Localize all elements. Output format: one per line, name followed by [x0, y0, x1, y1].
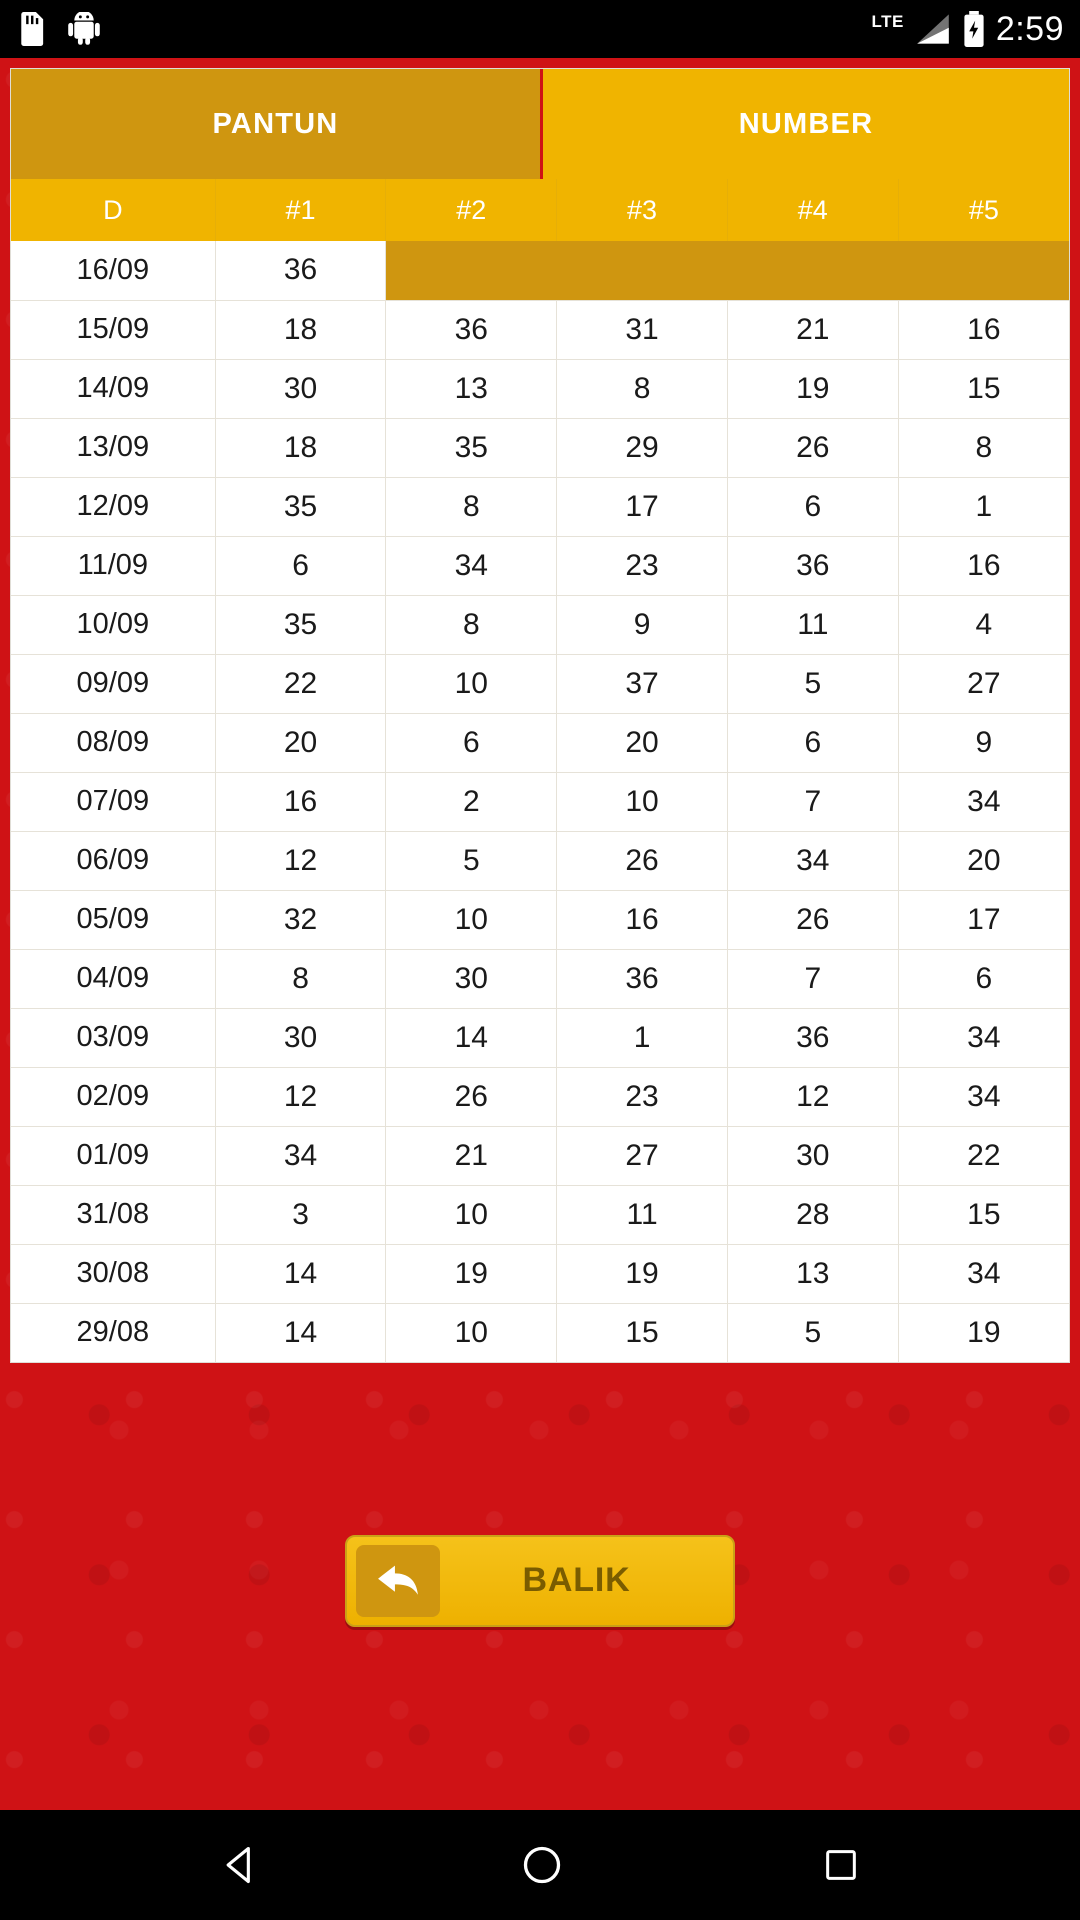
table-row	[11, 949, 1069, 1008]
cell-value: 6	[215, 536, 386, 595]
column-header-date: D	[11, 179, 215, 241]
cell-value: 4	[898, 595, 1069, 654]
cell-date: 03/09	[11, 1008, 215, 1067]
cell-date: 29/08	[11, 1303, 215, 1362]
table-row	[11, 595, 1069, 654]
cell-value: 8	[215, 949, 386, 1008]
cell-value: 10	[557, 772, 728, 831]
cell-value: 34	[727, 831, 898, 890]
table-row	[11, 418, 1069, 477]
cell-value: 36	[557, 949, 728, 1008]
cell-value: 36	[386, 300, 557, 359]
cell-value: 12	[727, 1067, 898, 1126]
cell-value: 14	[215, 1244, 386, 1303]
cell-value: 13	[727, 1244, 898, 1303]
cell-value: 10	[386, 1185, 557, 1244]
status-bar	[0, 0, 1080, 58]
system-navigation-bar	[0, 1810, 1080, 1920]
cell-value: 8	[386, 477, 557, 536]
cell-value: 28	[727, 1185, 898, 1244]
cell-value: 20	[898, 831, 1069, 890]
cell-value: 21	[727, 300, 898, 359]
cell-value: 16	[557, 890, 728, 949]
tab-pantun[interactable]: PANTUN	[11, 69, 540, 179]
cell-value: 27	[557, 1126, 728, 1185]
content-card	[10, 68, 1070, 1363]
cell-value: 19	[386, 1244, 557, 1303]
cell-value: 26	[727, 890, 898, 949]
cell-value: 6	[386, 713, 557, 772]
cell-value: 3	[215, 1185, 386, 1244]
cell-date: 14/09	[11, 359, 215, 418]
column-header-5: #5	[898, 179, 1069, 241]
cell-value: 34	[898, 1008, 1069, 1067]
cell-value: 27	[898, 654, 1069, 713]
results-table	[11, 179, 1069, 1362]
table-row	[11, 890, 1069, 949]
cell-value: 34	[386, 536, 557, 595]
cell-date: 30/08	[11, 1244, 215, 1303]
tab-number[interactable]: NUMBER	[540, 69, 1069, 179]
cell-value: 36	[727, 536, 898, 595]
cell-value: 23	[557, 1067, 728, 1126]
back-button[interactable]	[345, 1535, 735, 1627]
app-content	[0, 58, 1080, 1810]
cell-value: 8	[557, 359, 728, 418]
cell-value: 18	[215, 300, 386, 359]
cell-value: 8	[386, 595, 557, 654]
cell-value: 34	[898, 1244, 1069, 1303]
table-row	[11, 1185, 1069, 1244]
cell-date: 05/09	[11, 890, 215, 949]
cell-value: 23	[557, 536, 728, 595]
table-row	[11, 359, 1069, 418]
back-triangle-icon[interactable]	[219, 1843, 263, 1887]
cell-date: 06/09	[11, 831, 215, 890]
cell-value: 34	[215, 1126, 386, 1185]
cell-date: 08/09	[11, 713, 215, 772]
column-header-1: #1	[215, 179, 386, 241]
clock-label: 2:59	[995, 9, 1064, 48]
column-header-3: #3	[557, 179, 728, 241]
cell-value: 14	[215, 1303, 386, 1362]
table-row	[11, 241, 1069, 300]
table-header	[11, 179, 1069, 241]
cell-date: 04/09	[11, 949, 215, 1008]
cell-value: 35	[215, 477, 386, 536]
cell-date: 16/09	[11, 241, 215, 300]
table-row	[11, 1067, 1069, 1126]
recents-square-icon[interactable]	[821, 1845, 861, 1885]
table-body	[11, 241, 1069, 1362]
battery-charging-icon	[962, 11, 986, 47]
column-header-4: #4	[727, 179, 898, 241]
cell-value: 15	[898, 359, 1069, 418]
cell-value: 9	[557, 595, 728, 654]
cell-value: 6	[727, 477, 898, 536]
cell-value: 20	[557, 713, 728, 772]
cell-value: 35	[215, 595, 386, 654]
cell-value: 29	[557, 418, 728, 477]
cell-value: 8	[898, 418, 1069, 477]
footer-button-area	[10, 1363, 1070, 1810]
table-header-row	[11, 179, 1069, 241]
cell-value: 32	[215, 890, 386, 949]
android-robot-icon	[68, 12, 100, 46]
column-header-2: #2	[386, 179, 557, 241]
cell-value: 37	[557, 654, 728, 713]
table-row	[11, 1126, 1069, 1185]
cell-value: 12	[215, 831, 386, 890]
cell-value: 19	[898, 1303, 1069, 1362]
cell-value: 36	[727, 1008, 898, 1067]
cell-value: 31	[557, 300, 728, 359]
cell-value: 5	[727, 654, 898, 713]
cell-value: 30	[215, 1008, 386, 1067]
table-row	[11, 1303, 1069, 1362]
cell-value: 10	[386, 1303, 557, 1362]
cell-value: 2	[386, 772, 557, 831]
network-type-label: LTE	[871, 12, 904, 31]
cell-value: 14	[386, 1008, 557, 1067]
cell-date: 11/09	[11, 536, 215, 595]
status-bar-left-icons	[16, 12, 100, 46]
cell-value: 11	[557, 1185, 728, 1244]
cell-date: 09/09	[11, 654, 215, 713]
cell-value: 6	[727, 713, 898, 772]
cell-value: 34	[898, 1067, 1069, 1126]
sd-card-icon	[16, 12, 46, 46]
cell-date: 15/09	[11, 300, 215, 359]
cell-value: 1	[898, 477, 1069, 536]
cell-empty	[386, 241, 1069, 300]
cell-value: 19	[557, 1244, 728, 1303]
cell-value: 30	[215, 359, 386, 418]
cell-date: 12/09	[11, 477, 215, 536]
cell-date: 07/09	[11, 772, 215, 831]
cell-value: 22	[215, 654, 386, 713]
status-bar-right-icons	[871, 10, 1064, 49]
cell-value: 22	[898, 1126, 1069, 1185]
cell-value: 10	[386, 654, 557, 713]
cell-value: 13	[386, 359, 557, 418]
cell-date: 10/09	[11, 595, 215, 654]
back-arrow-icon	[356, 1545, 440, 1617]
cell-value: 17	[557, 477, 728, 536]
cell-value: 16	[215, 772, 386, 831]
cell-date: 01/09	[11, 1126, 215, 1185]
cell-value: 26	[557, 831, 728, 890]
cell-value: 30	[727, 1126, 898, 1185]
cell-value: 35	[386, 418, 557, 477]
cell-value: 20	[215, 713, 386, 772]
cell-value: 5	[727, 1303, 898, 1362]
cell-value: 26	[727, 418, 898, 477]
cell-value: 19	[727, 359, 898, 418]
table-row	[11, 1008, 1069, 1067]
cell-value: 18	[215, 418, 386, 477]
table-row	[11, 772, 1069, 831]
table-row	[11, 536, 1069, 595]
cell-value: 16	[898, 536, 1069, 595]
cell-value: 9	[898, 713, 1069, 772]
table-row	[11, 831, 1069, 890]
table-row	[11, 713, 1069, 772]
cell-value: 15	[557, 1303, 728, 1362]
cell-value: 7	[727, 949, 898, 1008]
cell-value: 1	[557, 1008, 728, 1067]
cell-value: 16	[898, 300, 1069, 359]
cell-value: 6	[898, 949, 1069, 1008]
cell-value: 7	[727, 772, 898, 831]
back-button-label: BALIK	[522, 1561, 631, 1599]
cell-value: 36	[215, 241, 386, 300]
cell-value: 26	[386, 1067, 557, 1126]
cell-value: 30	[386, 949, 557, 1008]
tab-bar	[11, 69, 1069, 179]
table-row	[11, 300, 1069, 359]
cell-value: 10	[386, 890, 557, 949]
cell-date: 02/09	[11, 1067, 215, 1126]
cell-value: 34	[898, 772, 1069, 831]
cell-value: 15	[898, 1185, 1069, 1244]
cell-value: 5	[386, 831, 557, 890]
cell-date: 31/08	[11, 1185, 215, 1244]
table-row	[11, 477, 1069, 536]
cell-value: 21	[386, 1126, 557, 1185]
cell-date: 13/09	[11, 418, 215, 477]
home-circle-icon[interactable]	[520, 1843, 564, 1887]
cell-value: 17	[898, 890, 1069, 949]
cell-value: 12	[215, 1067, 386, 1126]
cell-value: 11	[727, 595, 898, 654]
table-row	[11, 1244, 1069, 1303]
table-row	[11, 654, 1069, 713]
signal-icon	[914, 12, 952, 46]
